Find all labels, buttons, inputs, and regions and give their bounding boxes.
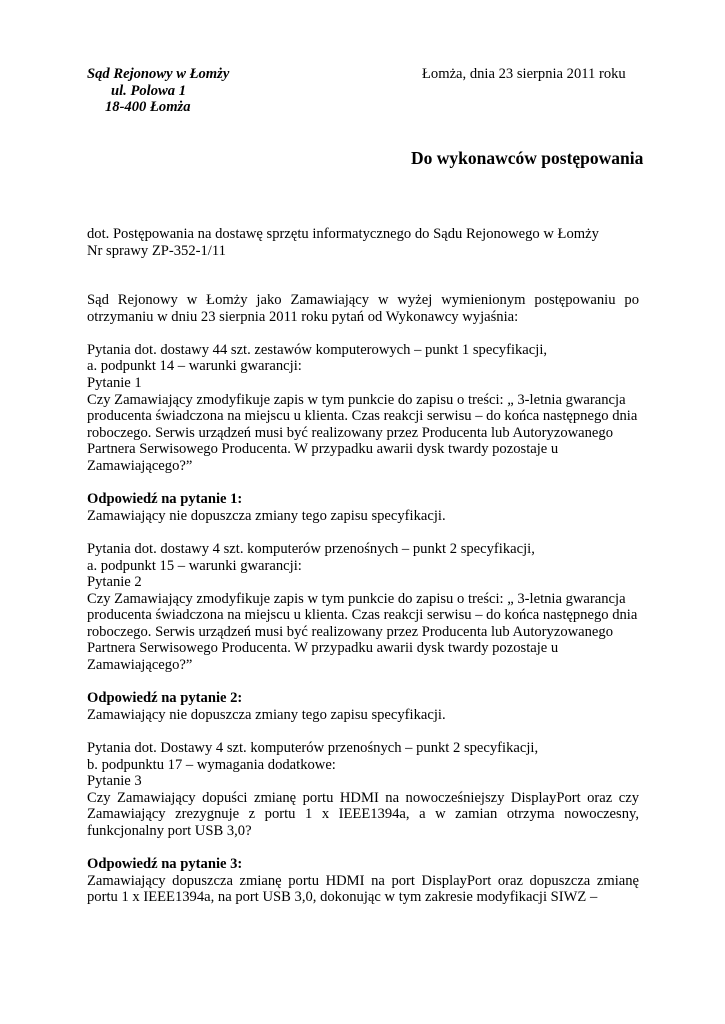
answer-1-text: Zamawiający nie dopuszcza zmiany tego zapisu specyfikacji. [87, 507, 446, 524]
question-3-text: Czy Zamawiający dopuści zmianę portu HDMI na nowocześniejszy DisplayPort oraz czy Zamawiający zrezygnuje z portu 1 x IEEE1394a, a w zamian otrzyma nowoczesny, funkcjonalny port USB 3,0? [87, 789, 639, 839]
case-number: Nr sprawy ZP-352-1/11 [87, 242, 226, 259]
question-3-topic: Pytania dot. Dostawy 4 szt. komputerów przenośnych – punkt 2 specyfikacji, [87, 740, 539, 757]
recipient-heading: Do wykonawców postępowania [411, 148, 644, 168]
answer-3-text: Zamawiający dopuszcza zmianę portu HDMI na port DisplayPort oraz dopuszcza zmianę portu 1 x IEEE1394a, na port USB 3,0, dokonując w tym zakresie modyfikacji SIWZ – [87, 872, 639, 906]
question-1-block [87, 342, 639, 525]
question-1-subpoint: a. podpunkt 14 – warunki gwarancji: [87, 358, 302, 375]
answer-2-text: Zamawiający nie dopuszcza zmiany tego zapisu specyfikacji. [87, 706, 446, 723]
sender-name: Sąd Rejonowy w Łomży [87, 66, 230, 82]
document-date: Łomża, dnia 23 sierpnia 2011 roku [422, 66, 626, 82]
subject-block [87, 226, 599, 259]
question-2-subpoint: a. podpunkt 15 – warunki gwarancji: [87, 557, 302, 574]
question-3-subpoint: b. podpunktu 17 – wymagania dodatkowe: [87, 756, 336, 773]
question-1-topic: Pytania dot. dostawy 44 szt. zestawów komputerowych – punkt 1 specyfikacji, [87, 341, 548, 358]
sender-city: 18-400 Łomża [105, 99, 191, 116]
subject-line: dot. Postępowania na dostawę sprzętu informatycznego do Sądu Rejonowego w Łomży [87, 226, 599, 242]
question-2-topic: Pytania dot. dostawy 4 szt. komputerów przenośnych – punkt 2 specyfikacji, [87, 540, 535, 557]
sender-street: ul. Polowa 1 [111, 82, 187, 99]
question-3-block [87, 740, 639, 906]
question-2-label: Pytanie 2 [87, 574, 142, 591]
question-2-block [87, 541, 639, 724]
answer-3-label: Odpowiedź na pytanie 3: [87, 856, 243, 873]
answer-2-label: Odpowiedź na pytanie 2: [87, 690, 243, 707]
sender-address [87, 66, 229, 116]
question-2-text: Czy Zamawiający zmodyfikuje zapis w tym punkcie do zapisu o treści: „ 3-letnia gwarancja producenta świadczona na miejscu u klienta. Czas reakcji serwisu – do końca następnego dnia roboczego. Serwis urządzeń musi być realizowany przez Producenta lub Autoryzowanego Partnera Serwisowego Producenta. W przypadku awarii dysk twardy pozostaje u Zamawiającego?” [87, 590, 638, 674]
document-body [87, 292, 639, 906]
question-1-text: Czy Zamawiający zmodyfikuje zapis w tym punkcie do zapisu o treści: „ 3-letnia gwarancja producenta świadczona na miejscu u klienta. Czas reakcji serwisu – do końca następnego dnia roboczego. Serwis urządzeń musi być realizowany przez Producenta lub Autoryzowanego Partnera Serwisowego Producenta. W przypadku awarii dysk twardy pozostaje u Zamawiającego?” [87, 391, 638, 474]
question-3-label: Pytanie 3 [87, 773, 142, 790]
question-1-label: Pytanie 1 [87, 374, 142, 391]
answer-1-label: Odpowiedź na pytanie 1: [87, 491, 243, 508]
intro-paragraph: Sąd Rejonowy w Łomży jako Zamawiający w wyżej wymienionym postępowaniu po otrzymaniu w dniu 23 sierpnia 2011 roku pytań od Wykonawcy wyjaśnia: [87, 292, 639, 325]
